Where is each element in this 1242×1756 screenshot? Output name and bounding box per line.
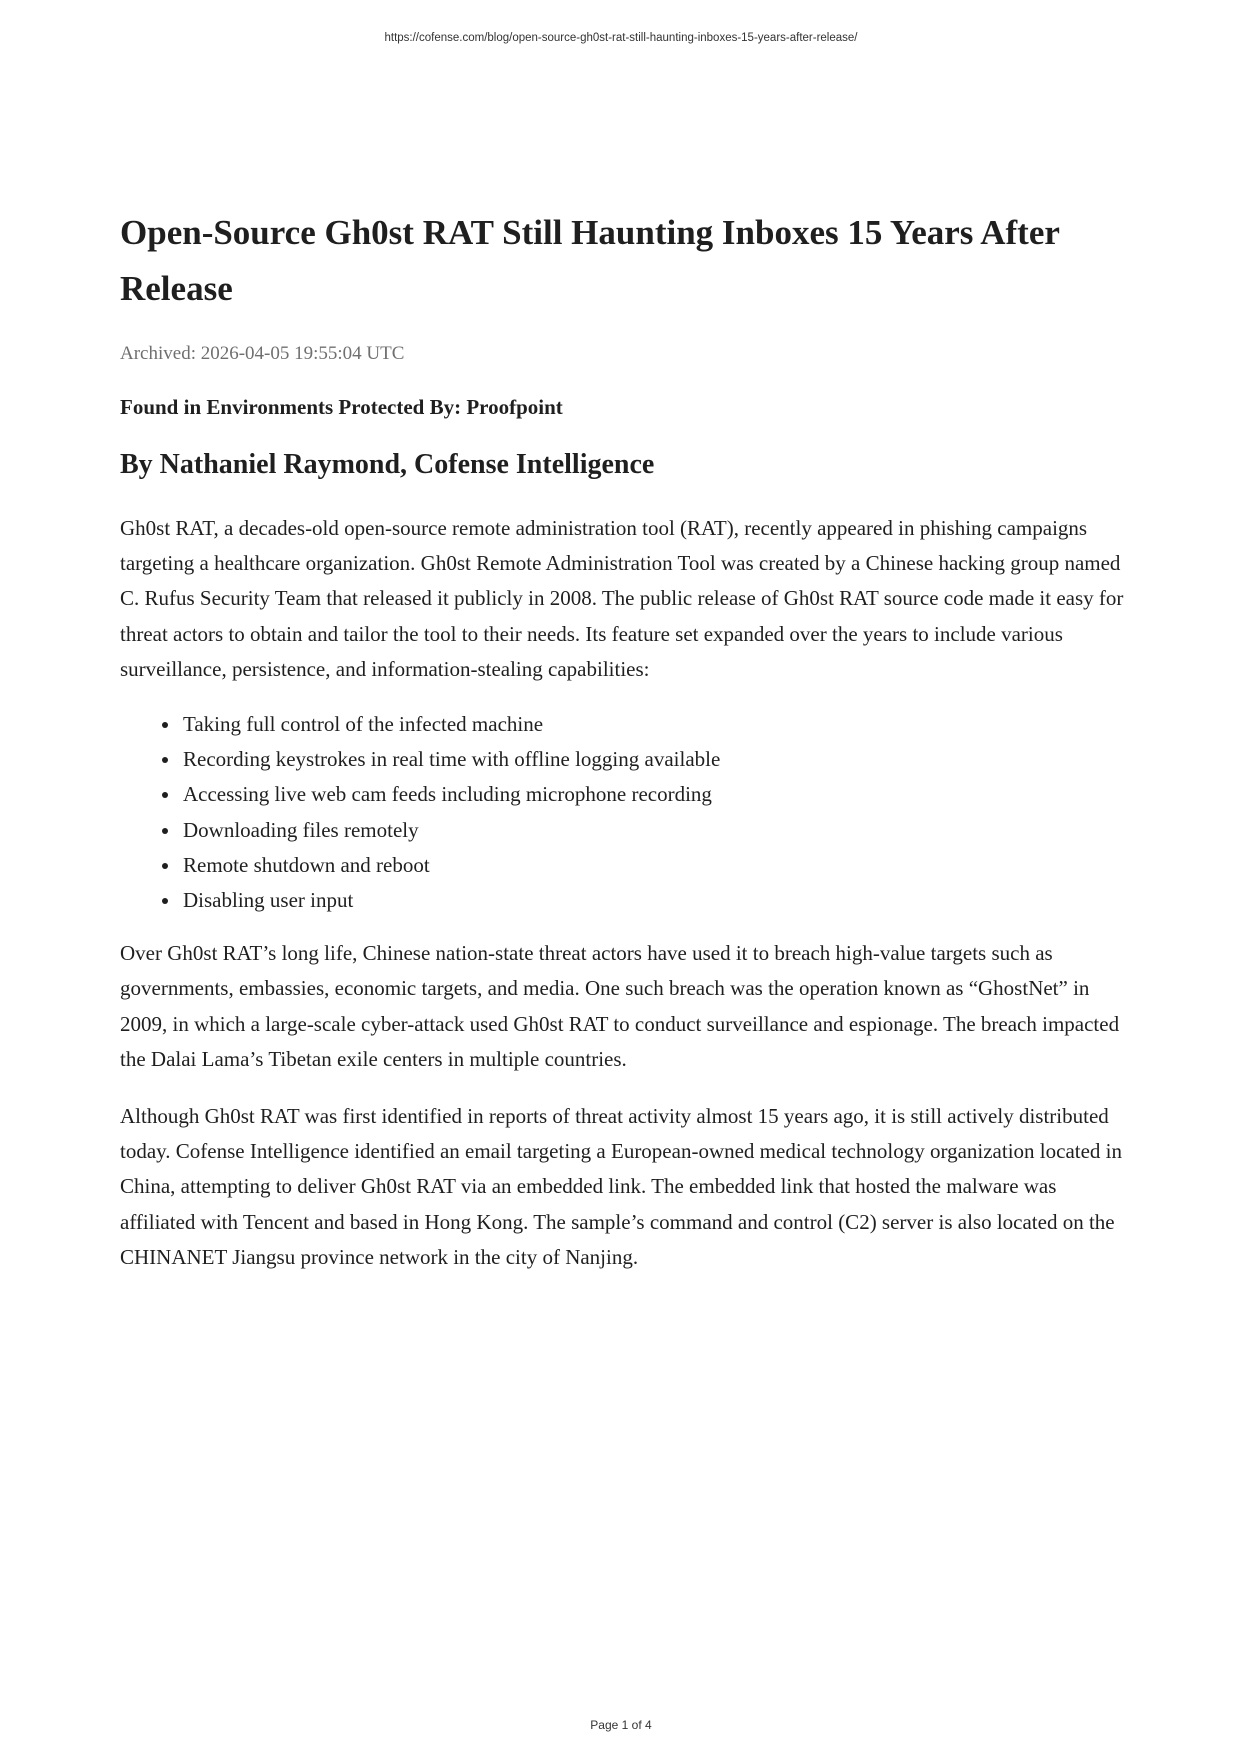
list-item: Downloading files remotely xyxy=(183,813,1130,848)
source-url: https://cofense.com/blog/open-source-gh0st-rat-still-haunting-inboxes-15-years-after-release/ xyxy=(384,32,858,44)
page-number: Page 1 of 4 xyxy=(590,1718,652,1732)
protected-by-label: Found in Environments Protected By: Proofpoint xyxy=(120,395,563,419)
bullet-icon xyxy=(162,898,168,904)
bullet-icon xyxy=(162,757,168,763)
list-item: Accessing live web cam feeds including microphone recording xyxy=(183,777,1130,812)
history-paragraph: Over Gh0st RAT’s long life, Chinese nation-state threat actors have used it to breach high-value targets such as governments, embassies, economic targets, and media. One such breach was the operation known as “GhostNet” in 2009, in which a large-scale cyber-attack used Gh0st RAT to conduct surveillance and espionage. The breach impacted the Dalai Lama’s Tibetan exile centers in multiple countries. xyxy=(120,941,1120,1071)
bullet-icon xyxy=(162,722,168,728)
author-byline: By Nathaniel Raymond, Cofense Intelligence xyxy=(120,449,655,480)
article-title: Open-Source Gh0st RAT Still Haunting Inboxes 15 Years After Release xyxy=(120,213,1060,308)
bullet-icon xyxy=(162,863,168,869)
intro-paragraph: Gh0st RAT, a decades-old open-source remote administration tool (RAT), recently appeared in phishing campaigns targeting a healthcare organization. Gh0st Remote Administration Tool was created by a Chinese hacking group named C. Rufus Security Team that released it publicly in 2008. The public release of Gh0st RAT source code made it easy for threat actors to obtain and tailor the tool to their needs. Its feature set expanded over the years to include various surveillance, persistence, and information-stealing capabilities: xyxy=(120,516,1124,681)
article-body xyxy=(120,205,1130,1275)
feature-list xyxy=(120,707,1130,918)
list-item: Disabling user input xyxy=(183,883,1130,918)
list-item: Remote shutdown and reboot xyxy=(183,848,1130,883)
bullet-icon xyxy=(162,792,168,798)
list-item: Taking full control of the infected machine xyxy=(183,707,1130,742)
archived-timestamp: Archived: 2026-04-05 19:55:04 UTC xyxy=(120,343,405,364)
list-item: Recording keystrokes in real time with offline logging available xyxy=(183,742,1130,777)
distribution-paragraph: Although Gh0st RAT was first identified in reports of threat activity almost 15 years ago, it is still actively distributed today. Cofense Intelligence identified an email targeting a European-owned medical technology organization located in China, attempting to deliver Gh0st RAT via an embedded link. The embedded link that hosted the malware was affiliated with Tencent and based in Hong Kong. The sample’s command and control (C2) server is also located on the CHINANET Jiangsu province network in the city of Nanjing. xyxy=(120,1104,1123,1269)
bullet-icon xyxy=(162,828,168,834)
